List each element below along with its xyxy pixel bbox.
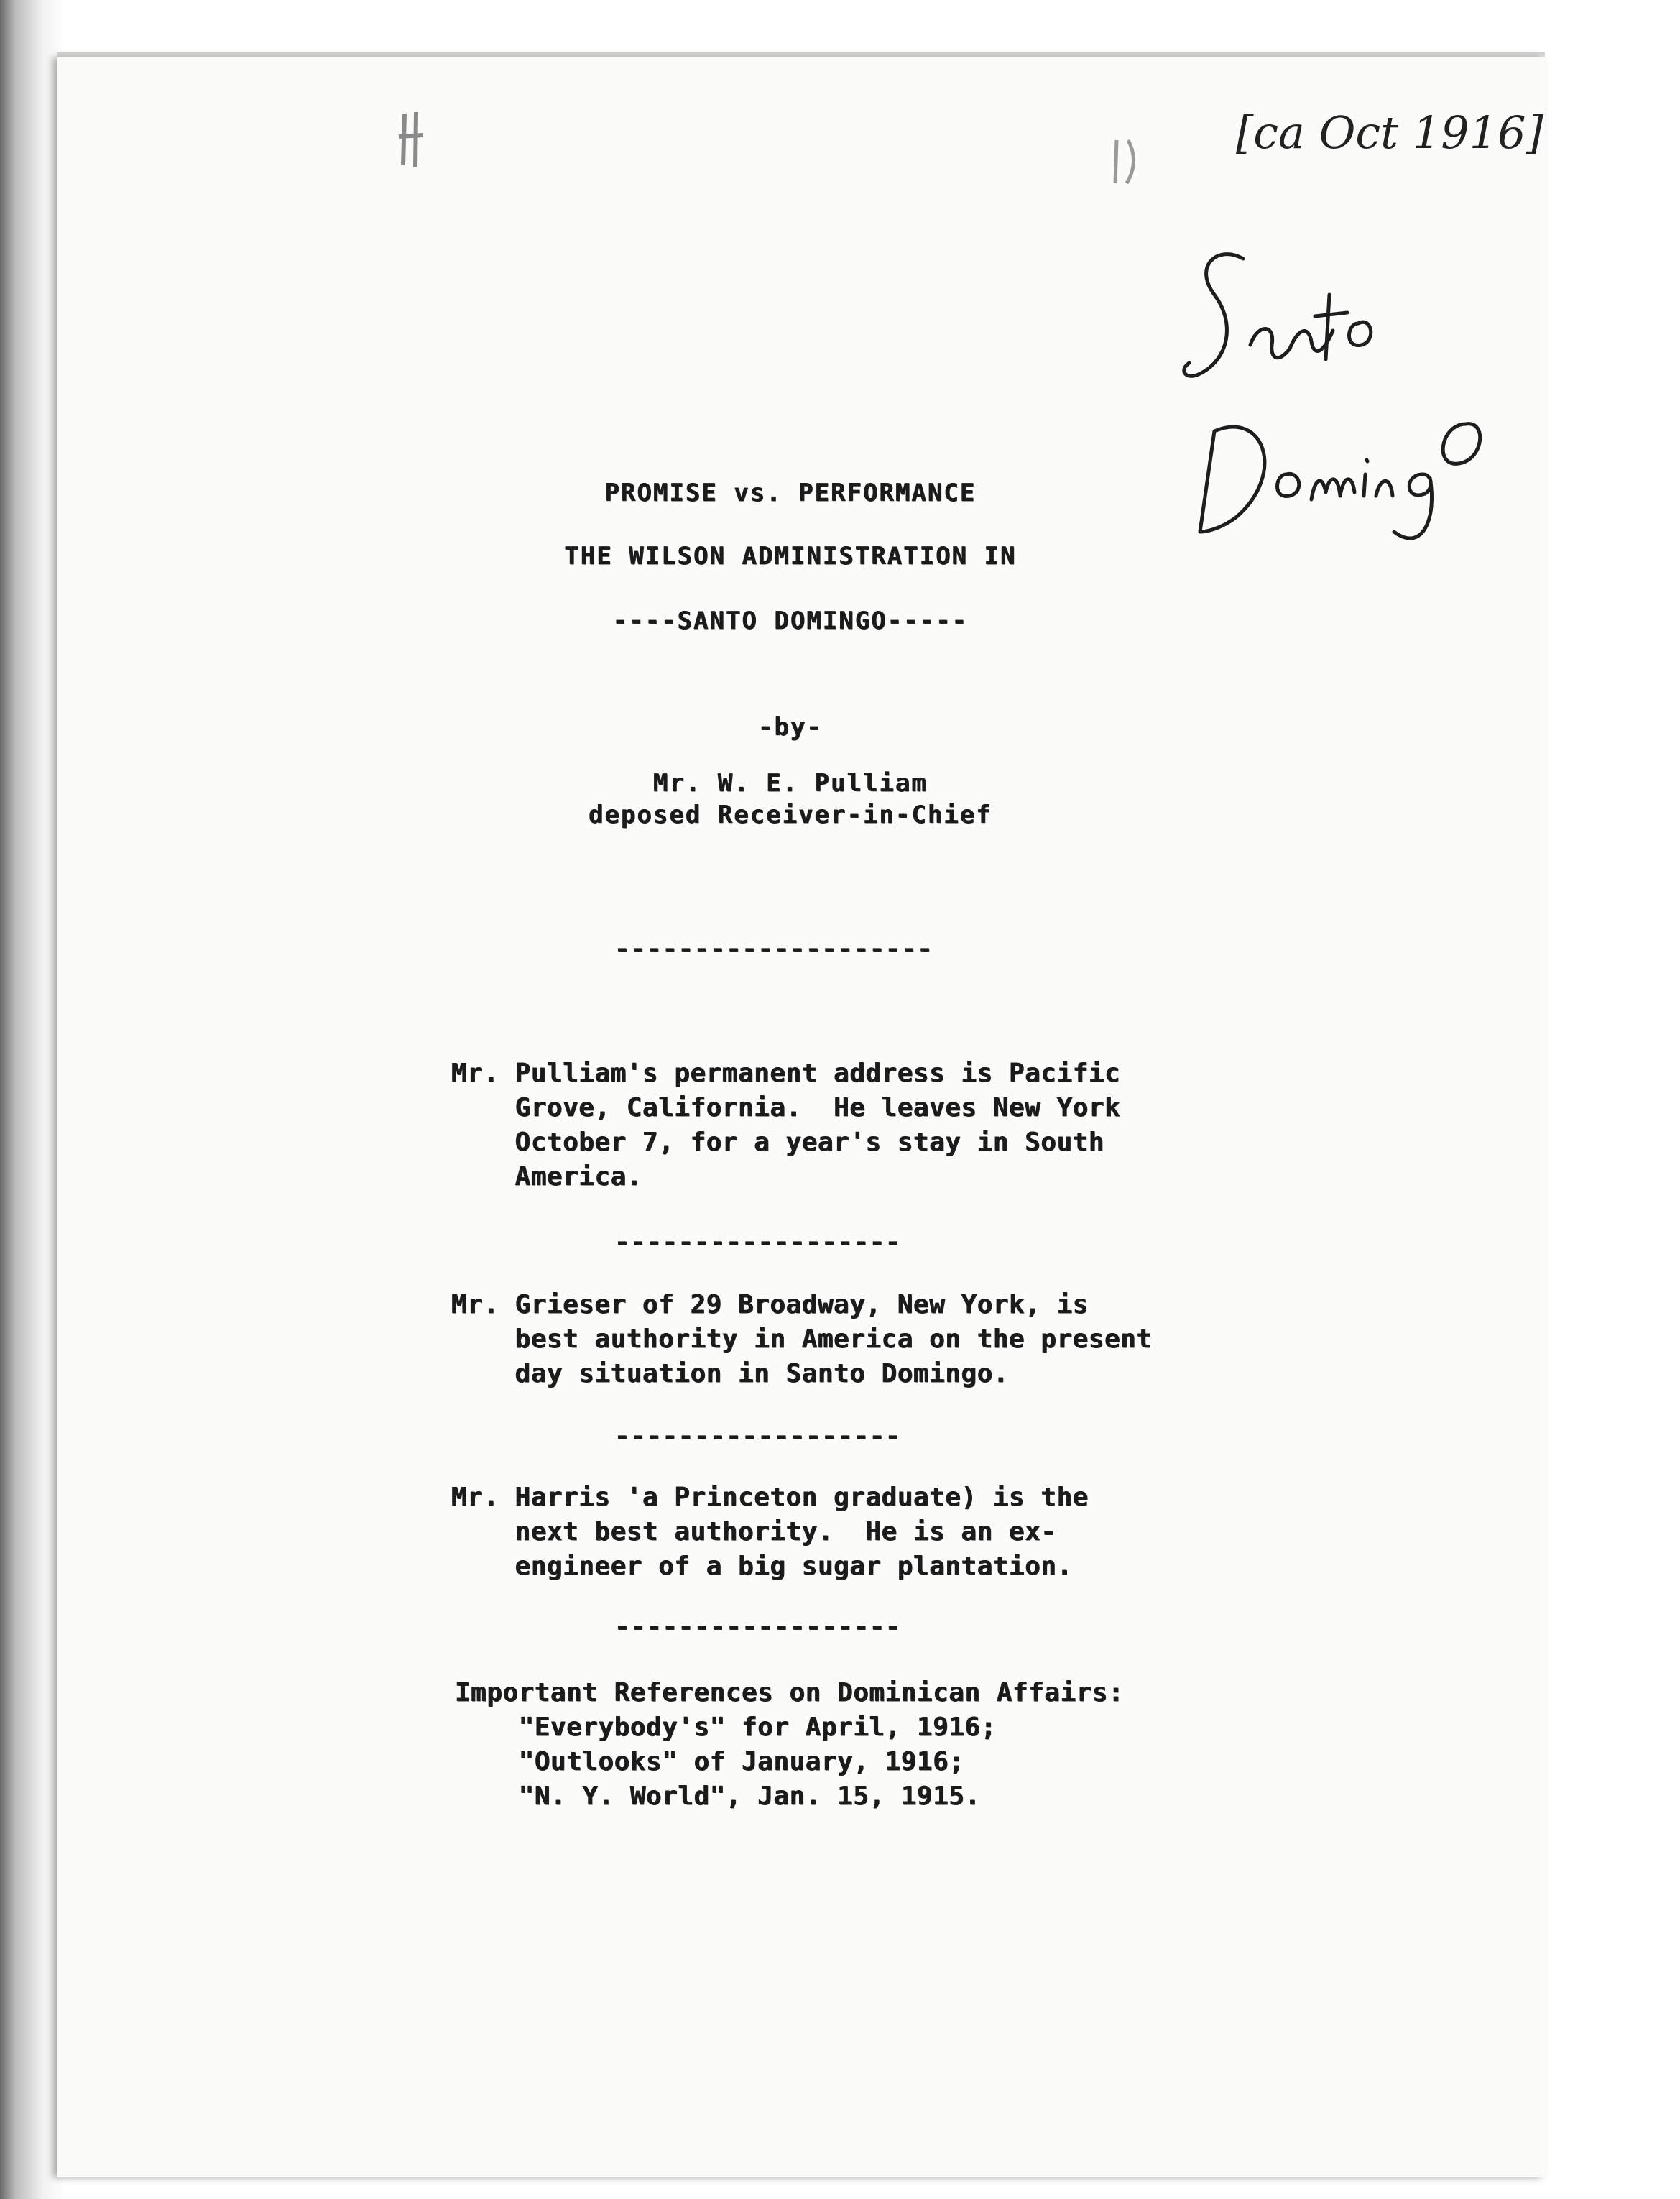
note-line: Mr. Grieser of 29 Broadway, New York, is bbox=[451, 1290, 1089, 1319]
handwritten-subject-annotation bbox=[1150, 216, 1495, 553]
byline-by: -by- bbox=[758, 713, 823, 742]
reference-item: "Outlooks" of January, 1916; bbox=[455, 1747, 965, 1776]
separator-3: ------------------ bbox=[614, 1421, 902, 1451]
reference-item: "N. Y. World", Jan. 15, 1915. bbox=[455, 1781, 981, 1811]
note-line: Mr. Harris 'a Princeton graduate) is the bbox=[451, 1483, 1089, 1512]
note-line: engineer of a big sugar plantation. bbox=[451, 1552, 1073, 1581]
references-heading: Important References on Dominican Affairs: bbox=[455, 1678, 1125, 1707]
separator-4: ------------------ bbox=[614, 1612, 902, 1641]
note-line: America. bbox=[451, 1162, 643, 1191]
handwritten-date-note: [ca Oct 1916] bbox=[1236, 106, 1543, 159]
reference-item: "Everybody's" for April, 1916; bbox=[455, 1712, 997, 1742]
note-line: Grove, California. He leaves New York bbox=[451, 1093, 1121, 1122]
title-line-1: PROMISE vs. PERFORMANCE bbox=[604, 479, 977, 507]
staple-mark-right bbox=[1107, 133, 1143, 200]
note-line: Mr. Pulliam's permanent address is Pacific bbox=[451, 1059, 1121, 1088]
staple-mark-left bbox=[392, 108, 435, 183]
author-role: deposed Receiver-in-Chief bbox=[589, 801, 992, 829]
separator-2: ------------------ bbox=[614, 1227, 902, 1257]
note-line: October 7, for a year's stay in South bbox=[451, 1128, 1105, 1157]
note-line: next best authority. He is an ex- bbox=[451, 1517, 1057, 1546]
author-name: Mr. W. E. Pulliam bbox=[653, 769, 928, 798]
separator-1: -------------------- bbox=[614, 934, 933, 964]
note-line: best authority in America on the present bbox=[451, 1324, 1153, 1354]
title-line-3: ----SANTO DOMINGO----- bbox=[612, 607, 969, 635]
note-line: day situation in Santo Domingo. bbox=[451, 1359, 1010, 1388]
title-line-2: THE WILSON ADMINISTRATION IN bbox=[564, 542, 1017, 571]
